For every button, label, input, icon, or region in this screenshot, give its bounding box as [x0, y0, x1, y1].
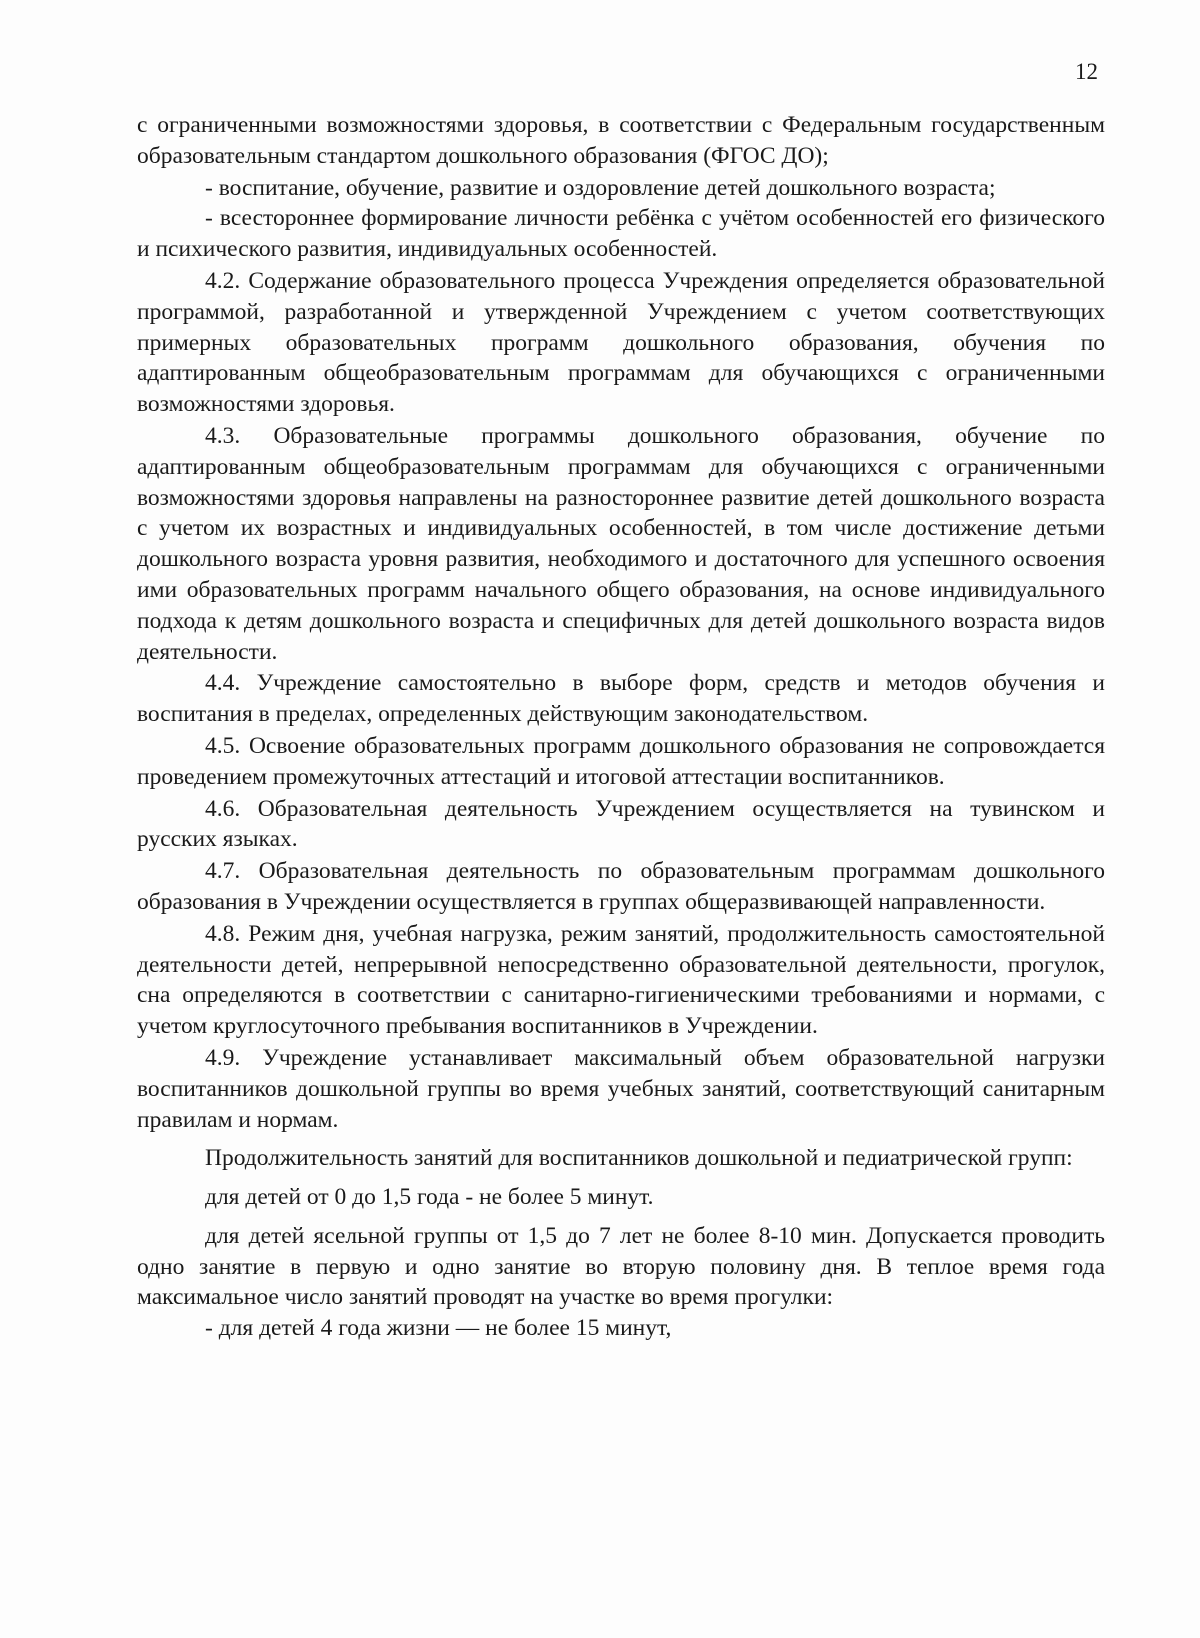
paragraph-duration-nursery: для детей ясельной группы от 1,5 до 7 лет не более 8-10 мин. Допускается проводить одно занятие в первую и одно занятие во вторую половину дня. В теплое время года максимальное число занятий проводят на участке во время прогулки: — [137, 1222, 1105, 1311]
paragraph-list-item: - для детей 4 года жизни — не более 15 минут, — [205, 1315, 672, 1342]
paragraph-continuation: с ограниченными возможностями здоровья, в соответствии с Федеральным государственным образовательным стандартом дошкольного образования (ФГОС ДО); — [137, 112, 1105, 169]
paragraph-4-6: 4.6. Образовательная деятельность Учреждением осуществляется на тувинском и русских языках. — [137, 795, 1105, 853]
paragraph-4-3: 4.3. Образовательные программы дошкольного образования, обучение по адаптированным общеобразовательным программам для обучающихся с ограниченными возможностями здоровья направлены на разностороннее развитие детей дошкольного возраста с учетом их возрастных и индивидуальных особенностей, в том числе достижение детьми дошкольного возраста уровня развития, необходимого и достаточного для успешного освоения ими образовательных программ начального общего образования, на основе индивидуального подхода к детям дошкольного возраста и специфичных для детей дошкольного возраста видов деятельности. — [137, 422, 1105, 665]
paragraph-4-4: 4.4. Учреждение самостоятельно в выборе форм, средств и методов обучения и воспитания в пределах, определенных действующим законодательством. — [137, 670, 1105, 728]
paragraph-4-7: 4.7. Образовательная деятельность по образовательным программам дошкольного образования в Учреждении осуществляется в группах общеразвивающей направленности. — [137, 858, 1105, 915]
paragraph-4-2: 4.2. Содержание образовательного процесса Учреждения определяется образовательной программой, разработанной и утвержденной Учреждением с учетом соответствующих примерных образовательных программ дошкольного образования, обучения по адаптированным общеобразовательным программам для обучающихся с ограниченными возможностями здоровья. — [137, 267, 1105, 418]
document-body — [137, 110, 1105, 1344]
page-number: 12 — [1075, 59, 1098, 84]
paragraph-4-8: 4.8. Режим дня, учебная нагрузка, режим занятий, продолжительность самостоятельной деятельности детей, непрерывной непосредственно образовательной деятельности, прогулок, сна определяются в соответствии с санитарно-гигиеническими требованиями и нормами, с учетом круглосуточного пребывания воспитанников в Учреждении. — [137, 920, 1105, 1040]
paragraph-list-item: - воспитание, обучение, развитие и оздоровление детей дошкольного возраста; — [205, 174, 996, 201]
paragraph-list-item: - всестороннее формирование личности ребёнка с учётом особенностей его физического и психического развития, индивидуальных особенностей. — [137, 205, 1105, 263]
paragraph-4-5: 4.5. Освоение образовательных программ дошкольного образования не сопровождается проведением промежуточных аттестаций и итоговой аттестации воспитанников. — [137, 732, 1105, 790]
paragraph-4-9: 4.9. Учреждение устанавливает максимальный объем образовательной нагрузки воспитанников дошкольной группы во время учебных занятий, соответствующий санитарным правилам и нормам. — [137, 1044, 1105, 1133]
paragraph-duration: Продолжительность занятий для воспитанников дошкольной и педиатрической групп: — [205, 1145, 1073, 1172]
paragraph-duration-infants: для детей от 0 до 1,5 года - не более 5 минут. — [205, 1184, 654, 1211]
